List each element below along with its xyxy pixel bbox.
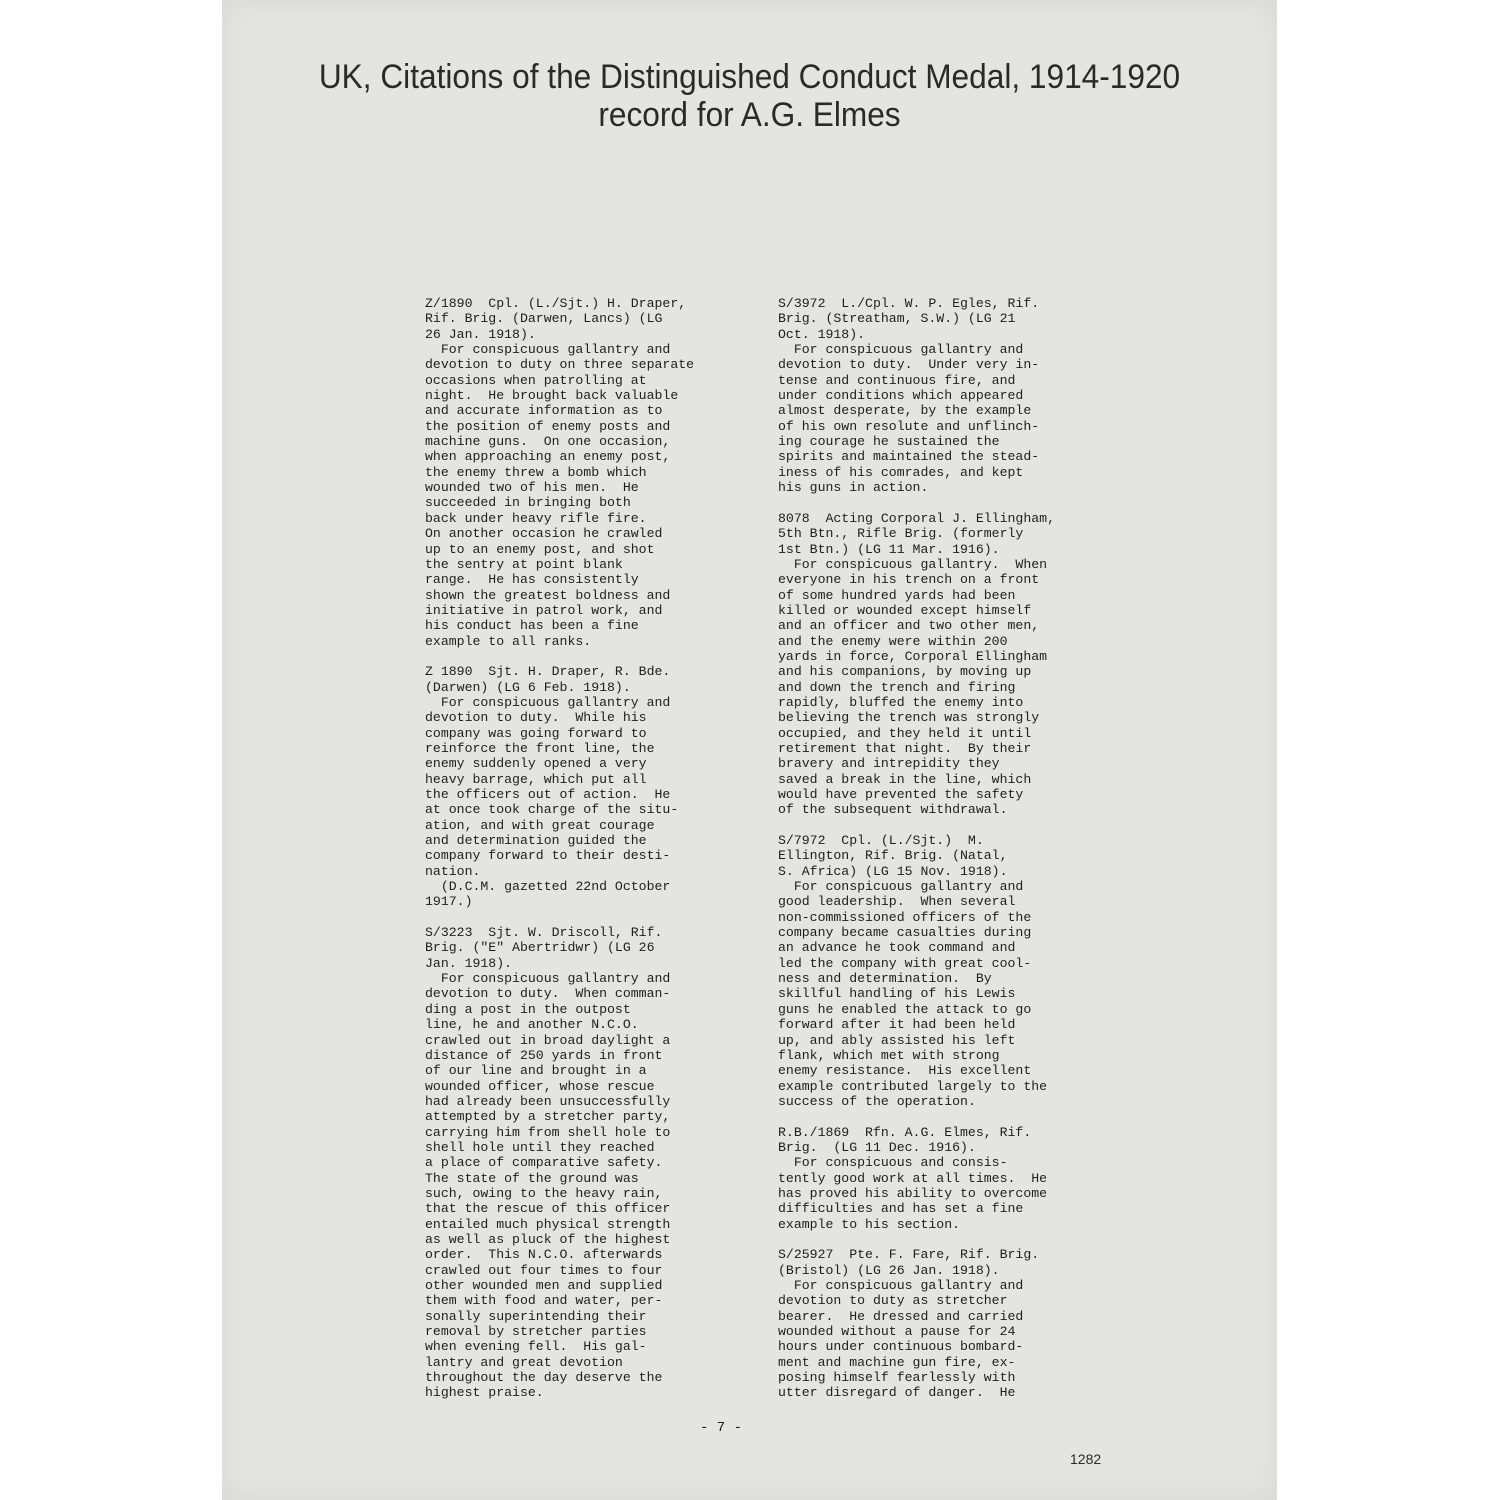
citation-line: posing himself fearlessly with xyxy=(778,1370,1016,1386)
citation-line: occasions when patrolling at xyxy=(425,372,647,388)
citation-line: had already been unsuccessfully xyxy=(425,1093,671,1109)
citation-entry xyxy=(425,296,745,649)
citation-line: Brig. ("E" Abertridwr) (LG 26 xyxy=(425,940,655,956)
citation-line: when evening fell. His gal- xyxy=(425,1339,647,1355)
citation-line: For conspicuous gallantry and xyxy=(778,1278,1024,1293)
citation-line: his guns in action. xyxy=(778,480,929,496)
citation-line: forward after it had been held xyxy=(778,1017,1016,1033)
citation-line: For conspicuous gallantry and xyxy=(425,342,671,358)
citation-line: shown the greatest boldness and xyxy=(425,587,671,603)
citation-line: his conduct has been a fine xyxy=(425,618,639,634)
citation-line: saved a break in the line, which xyxy=(778,771,1032,787)
citation-line: of the subsequent withdrawal. xyxy=(778,802,1008,818)
citation-line: tense and continuous fire, and xyxy=(778,372,1016,388)
citation-line: For conspicuous gallantry and xyxy=(425,971,671,987)
citation-line: an advance he took command and xyxy=(778,940,1016,956)
citation-line: Z 1890 Sjt. H. Draper, R. Bde. xyxy=(425,664,671,680)
citation-line: highest praise. xyxy=(425,1385,544,1401)
citation-line: that the rescue of this officer xyxy=(425,1201,671,1217)
citation-line: when approaching an enemy post, xyxy=(425,449,671,465)
citation-line: believing the trench was strongly xyxy=(778,710,1040,726)
citation-line: ation, and with great courage xyxy=(425,817,655,833)
citation-line: devotion to duty. Under very in- xyxy=(778,357,1040,373)
citation-line: devotion to duty. While his xyxy=(425,710,647,726)
citation-line: S. Africa) (LG 15 Nov. 1918). xyxy=(778,863,1008,879)
citation-line: yards in force, Corporal Ellingham xyxy=(778,648,1048,664)
citation-line: wounded two of his men. He xyxy=(425,480,639,496)
citation-line: distance of 250 yards in front xyxy=(425,1047,663,1063)
citation-line: Jan. 1918). xyxy=(425,955,513,971)
citation-line: has proved his ability to overcome xyxy=(778,1185,1048,1201)
citation-entry xyxy=(778,1247,1108,1400)
citation-line: Rif. Brig. (Darwen, Lancs) (LG xyxy=(425,311,663,327)
citation-line: of some hundred yards had been xyxy=(778,587,1016,603)
citation-line: For conspicuous gallantry. When xyxy=(778,556,1048,572)
citation-line: machine guns. On one occasion, xyxy=(425,434,671,450)
citation-line: Oct. 1918). xyxy=(778,326,866,342)
citation-line: company was going forward to xyxy=(425,725,647,741)
citation-line: a place of comparative safety. xyxy=(425,1155,663,1171)
citation-line: under conditions which appeared xyxy=(778,388,1024,404)
citation-line: company became casualties during xyxy=(778,925,1032,941)
citation-line: would have prevented the safety xyxy=(778,787,1024,802)
citation-line: S/25927 Pte. F. Fare, Rif. Brig. xyxy=(778,1247,1040,1263)
citation-entry xyxy=(778,511,1108,818)
citation-line: S/7972 Cpl. (L./Sjt.) M. xyxy=(778,833,984,849)
citation-line: Brig. (Streatham, S.W.) (LG 21 xyxy=(778,311,1016,327)
citation-line: crawled out four times to four xyxy=(425,1262,663,1278)
citation-line: led the company with great cool- xyxy=(778,955,1032,971)
citation-line: and the enemy were within 200 xyxy=(778,633,1008,649)
citation-line: crawled out in broad daylight a xyxy=(425,1032,671,1048)
citation-line: example to all ranks. xyxy=(425,633,592,649)
citation-line: utter disregard of danger. He xyxy=(778,1385,1016,1401)
citation-line: attempted by a stretcher party, xyxy=(425,1109,671,1125)
citation-line: and accurate information as to xyxy=(425,403,663,419)
citation-line: as well as pluck of the highest xyxy=(425,1231,671,1247)
citation-entry xyxy=(425,925,745,1401)
citation-line: Brig. (LG 11 Dec. 1916). xyxy=(778,1139,976,1155)
citation-line: iness of his comrades, and kept xyxy=(778,464,1024,480)
citation-line: throughout the day deserve the xyxy=(425,1370,663,1386)
page-marker: - 7 - xyxy=(700,1420,743,1436)
citation-line: entailed much physical strength xyxy=(425,1216,671,1232)
citation-line: line, he and another N.C.O. xyxy=(425,1017,639,1033)
page-title xyxy=(259,58,1240,134)
citation-line: guns he enabled the attack to go xyxy=(778,1001,1032,1017)
citation-line: 1st Btn.) (LG 11 Mar. 1916). xyxy=(778,541,1000,557)
citation-line: almost desperate, by the example xyxy=(778,403,1032,419)
citation-line: 26 Jan. 1918). xyxy=(425,326,536,342)
citation-line: enemy resistance. His excellent xyxy=(778,1063,1032,1079)
citation-line: (Darwen) (LG 6 Feb. 1918). xyxy=(425,679,631,695)
citation-line: other wounded men and supplied xyxy=(425,1278,663,1293)
citation-entry xyxy=(778,296,1108,495)
citation-line: rapidly, bluffed the enemy into xyxy=(778,694,1024,710)
citation-line: difficulties and has set a fine xyxy=(778,1201,1024,1217)
citation-line: non-commissioned officers of the xyxy=(778,909,1032,925)
citation-line: the position of enemy posts and xyxy=(425,418,671,434)
citation-line: devotion to duty on three separate xyxy=(425,357,695,373)
citation-line: sonally superintending their xyxy=(425,1308,647,1324)
citation-line: skillful handling of his Lewis xyxy=(778,986,1016,1002)
left-column xyxy=(425,296,745,1416)
citation-line: example to his section. xyxy=(778,1216,961,1232)
citation-line: The state of the ground was xyxy=(425,1170,639,1186)
citation-line: S/3972 L./Cpl. W. P. Egles, Rif. xyxy=(778,296,1040,311)
citation-line: Ellington, Rif. Brig. (Natal, xyxy=(778,848,1008,864)
document-page xyxy=(222,0,1277,1500)
citation-line: everyone in his trench on a front xyxy=(778,572,1040,588)
citation-line: On another occasion he crawled xyxy=(425,526,663,542)
citation-line: For conspicuous gallantry and xyxy=(778,879,1024,895)
citation-line: devotion to duty. When comman- xyxy=(425,986,671,1002)
citation-line: flank, which met with strong xyxy=(778,1047,1000,1063)
citation-line: heavy barrage, which put all xyxy=(425,771,647,787)
citation-line: devotion to duty as stretcher xyxy=(778,1293,1008,1309)
citation-line: hours under continuous bombard- xyxy=(778,1339,1024,1355)
citation-line: initiative in patrol work, and xyxy=(425,602,663,618)
citation-line: wounded officer, whose rescue xyxy=(425,1078,655,1094)
right-column xyxy=(778,296,1108,1416)
citation-line: S/3223 Sjt. W. Driscoll, Rif. xyxy=(425,925,663,941)
page-number: 1282 xyxy=(1070,1451,1102,1467)
citation-line: wounded without a pause for 24 xyxy=(778,1324,1016,1340)
title-line-1: UK, Citations of the Distinguished Conduct Medal, 1914-1920 xyxy=(318,58,1181,96)
citation-line: such, owing to the heavy rain, xyxy=(425,1185,663,1201)
citation-line: example contributed largely to the xyxy=(778,1078,1048,1094)
citation-line: spirits and maintained the stead- xyxy=(778,449,1040,465)
citation-line: ding a post in the outpost xyxy=(425,1001,631,1017)
citation-line: tently good work at all times. He xyxy=(778,1170,1048,1186)
title-line-2: record for A.G. Elmes xyxy=(598,96,901,134)
citation-line: bravery and intrepidity they xyxy=(778,756,1000,772)
citation-line: lantry and great devotion xyxy=(425,1354,623,1370)
citation-entry xyxy=(425,664,745,910)
citation-line: nation. xyxy=(425,863,481,879)
citation-line: (D.C.M. gazetted 22nd October xyxy=(425,879,671,895)
citation-line: company forward to their desti- xyxy=(425,848,671,864)
citation-line: R.B./1869 Rfn. A.G. Elmes, Rif. xyxy=(778,1124,1032,1140)
citation-line: up, and ably assisted his left xyxy=(778,1032,1016,1048)
citation-line: ness and determination. By xyxy=(778,971,992,987)
citation-line: For conspicuous gallantry and xyxy=(778,342,1024,358)
citation-line: succeeded in bringing both xyxy=(425,495,631,511)
citation-line: good leadership. When several xyxy=(778,894,1016,910)
citation-line: 8078 Acting Corporal J. Ellingham, xyxy=(778,510,1055,526)
citation-line: (Bristol) (LG 26 Jan. 1918). xyxy=(778,1262,1000,1278)
citation-line: ing courage he sustained the xyxy=(778,434,1000,450)
citation-line: the officers out of action. He xyxy=(425,787,671,802)
citation-line: 1917.) xyxy=(425,894,473,910)
citation-line: occupied, and they held it until xyxy=(778,725,1032,741)
citation-line: at once took charge of the situ- xyxy=(425,802,679,818)
citation-line: and determination guided the xyxy=(425,833,647,849)
citation-entry xyxy=(778,833,1108,1109)
citation-line: night. He brought back valuable xyxy=(425,388,679,404)
citation-line: the sentry at point blank xyxy=(425,556,623,572)
citation-line: Z/1890 Cpl. (L./Sjt.) H. Draper, xyxy=(425,296,687,311)
citation-line: order. This N.C.O. afterwards xyxy=(425,1247,663,1263)
citation-line: range. He has consistently xyxy=(425,572,639,588)
citation-line: of our line and brought in a xyxy=(425,1063,647,1079)
citation-line: bearer. He dressed and carried xyxy=(778,1308,1024,1324)
citation-entry xyxy=(778,1125,1108,1232)
citation-line: ment and machine gun fire, ex- xyxy=(778,1354,1016,1370)
citation-line: shell hole until they reached xyxy=(425,1139,655,1155)
citation-line: up to an enemy post, and shot xyxy=(425,541,655,557)
citation-line: enemy suddenly opened a very xyxy=(425,756,647,772)
citation-line: success of the operation. xyxy=(778,1093,976,1109)
citation-line: and down the trench and firing xyxy=(778,679,1016,695)
citation-line: For conspicuous gallantry and xyxy=(425,694,671,710)
citation-line: removal by stretcher parties xyxy=(425,1324,647,1340)
citation-line: of his own resolute and unflinch- xyxy=(778,418,1040,434)
citation-line: retirement that night. By their xyxy=(778,740,1032,756)
citation-line: back under heavy rifle fire. xyxy=(425,510,647,526)
citation-line: the enemy threw a bomb which xyxy=(425,464,647,480)
citation-line: For conspicuous and consis- xyxy=(778,1155,1008,1171)
citation-line: 5th Btn., Rifle Brig. (formerly xyxy=(778,526,1024,542)
citation-line: and his companions, by moving up xyxy=(778,664,1032,680)
citation-line: and an officer and two other men, xyxy=(778,618,1040,634)
citation-line: carrying him from shell hole to xyxy=(425,1124,671,1140)
citation-line: killed or wounded except himself xyxy=(778,602,1032,618)
citation-line: reinforce the front line, the xyxy=(425,740,655,756)
citation-line: them with food and water, per- xyxy=(425,1293,663,1309)
